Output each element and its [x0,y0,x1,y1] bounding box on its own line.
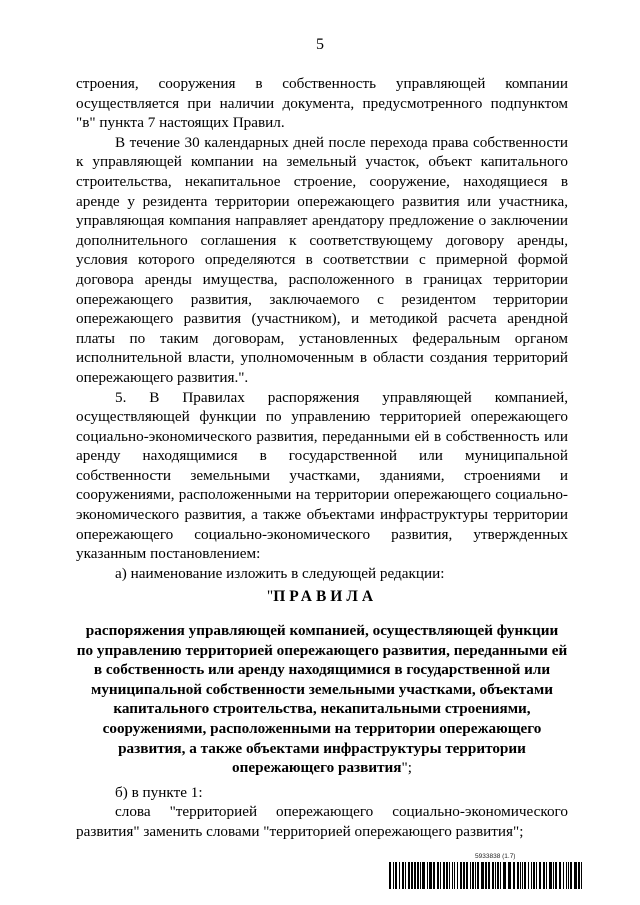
paragraph-subitem-a: а) наименование изложить в следующей редакции: [115,564,445,582]
rules-title-quote: " [266,588,274,606]
rules-heading-text: распоряжения управляющей компанией, осуществляющей функции по управлению территорией опережающего развития, переданными ей в собственность или аренду находящимися в государственной или муниципальной собственности земельными участками, объектами капитального строительства, некапитальными строениями, сооружениями, расположенными на территории опережающего развития, а также объектами инфраструктуры территории опережающего развития [76,622,568,777]
paragraph-30-days: В течение 30 календарных дней после перехода права собственности к управляющей компании на земельный участок, объект капитального строительства, некапитальное строение, сооружение, находящиеся в аренде у резидента территории опережающего развития или участника, управляющая компания направляет арендатору предложение о заключении дополнительного соглашения к соответствующему договору аренды, условия которого определяются в соответствии с примерной формой договора аренды имущества, расположенного в границах территории опережающего развития, заключаемого с резидентом территории опережающего развития (участником), и методикой расчета арендной платы по таким договорам, установленных федеральным органом исполнительной власти, уполномоченным в области создания территорий опережающего развития.". [76,133,568,386]
paragraph-subitem-b: б) в пункте 1: [115,783,203,801]
paragraph-words-replace: слова "территорией опережающего социально-экономического развития" заменить словами "территорией опережающего развития"; [76,803,568,840]
page-number: 5 [316,36,324,53]
rules-title-text: ПРАВИЛА [273,588,378,606]
paragraph-continuation: строения, сооружения в собственность управляющей компании осуществляется при наличии документа, предусмотренного подпунктом "в" пункта 7 настоящих Правил. [76,75,568,132]
rules-heading-close: "; [401,759,412,777]
paragraph-item-5: 5. В Правилах распоряжения управляющей компанией, осуществляющей функции по управлению территорией опережающего социально-экономического развития, переданными ей в собственность или аренду находящимися в государственной или муниципальной собственности земельными участками, зданиями, строениями и сооружениями, расположенными на территории опережающего социально-экономического развития, а также объектами инфраструктуры территории опережающего социально-экономического развития, утвержденных указанным постановлением: [76,388,568,563]
rules-title [76,587,568,607]
rules-heading [76,621,568,778]
barcode-number: 5933838 (1.7) [475,853,516,860]
barcode-bars [389,862,583,889]
document-body [76,74,568,842]
barcode [389,853,583,890]
